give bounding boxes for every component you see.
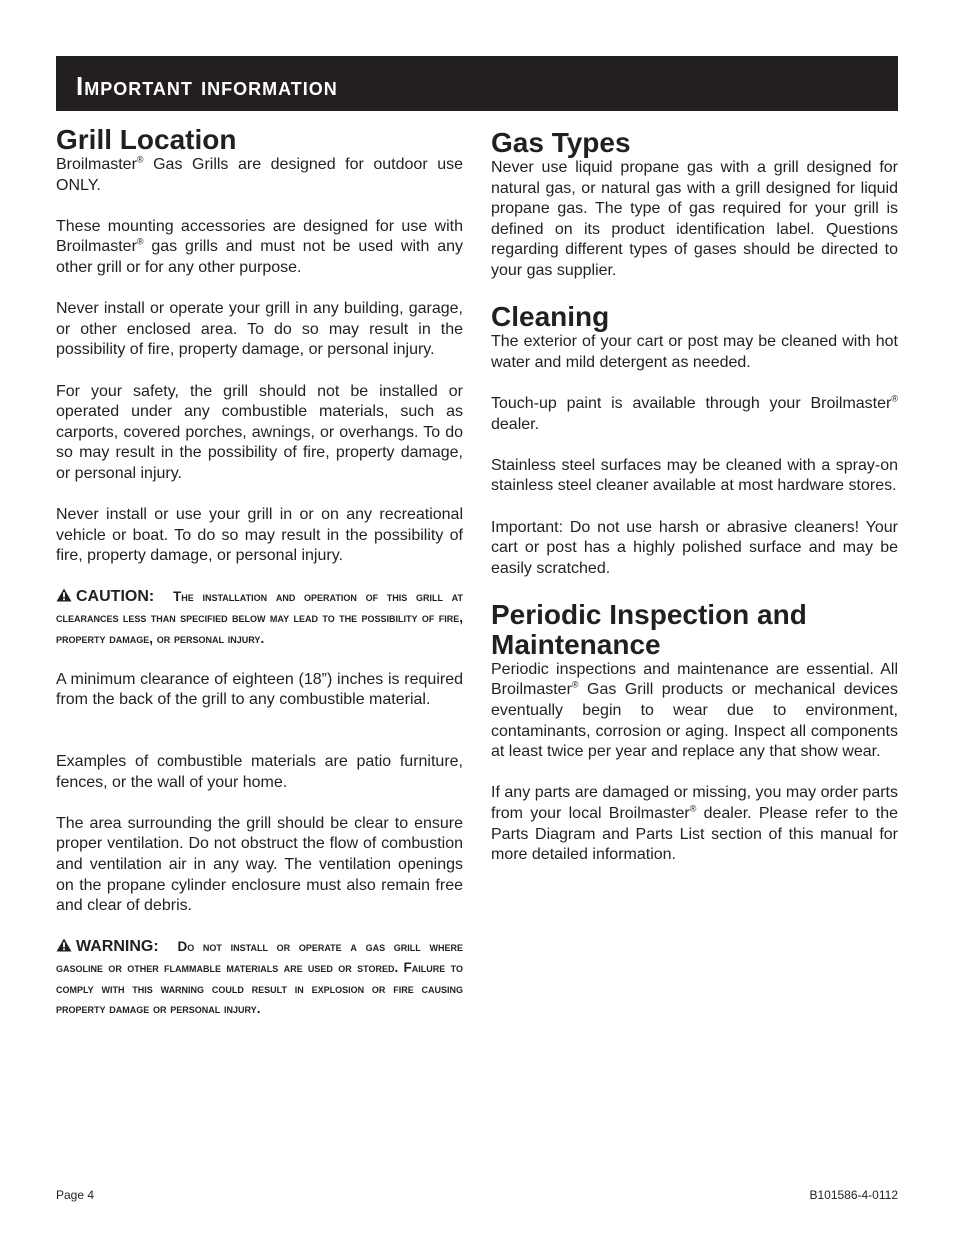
warning-triangle-icon (56, 588, 72, 602)
paragraph: If any parts are damaged or missing, you may order parts from your local Broilmaster® dealer. Please refer to the Parts Diagram and Parts List section of this manual for more detailed information. (491, 784, 899, 864)
paragraph: Broilmaster® Gas Grills are designed for outdoor use ONLY. (56, 154, 463, 194)
paragraph: Stainless steel surfaces may be cleaned with a spray-on stainless steel cleaner available at most hardware stores. (491, 456, 898, 495)
left-column (56, 125, 463, 1040)
paragraph: A minimum clearance of eighteen (18”) inches is required from the back of the grill to any combustible material. (56, 670, 463, 709)
grill-location-heading: Grill Location (56, 124, 237, 155)
caution-text: The installation and operation of this grill at clearances less than specified below may lead to the possibility of fire, property damage, or personal injury. (56, 589, 463, 646)
warning-label: WARNING: (76, 938, 159, 956)
periodic-inspection-heading: Periodic Inspection and Maintenance (491, 598, 807, 660)
paragraph: Touch-up paint is available through your Broilmaster® dealer. (491, 393, 898, 433)
caution-note (56, 587, 463, 649)
paragraph: Never install or use your grill in or on any recreational vehicle or boat. To do so may result in the possibility of fire, property damage, or personal injury. (56, 506, 463, 565)
page-number: Page 4 (56, 1188, 95, 1202)
gas-types-heading: Gas Types (491, 127, 631, 158)
page-title: Important information (76, 71, 338, 101)
paragraph: Important: Do not use harsh or abrasive cleaners! Your cart or post has a highly polished surface and may be easily scratched. (491, 518, 898, 577)
document-id: B101586-4-0112 (809, 1188, 898, 1202)
warning-text: Do not install or operate a gas grill where gasoline or other flammable materials are used or stored. Failure to comply with this warning could result in explosion or fire causing property damage or personal injury. (56, 939, 463, 1017)
paragraph: Never install or operate your grill in any building, garage, or other enclosed area. To do so may result in the possibility of fire, property damage, or personal injury. (56, 300, 463, 359)
warning-triangle-icon (56, 938, 72, 952)
paragraph: The area surrounding the grill should be clear to ensure proper ventilation. Do not obstruct the flow of combustion and ventilation air in any way. The ventilation openings on the propane cylinder enclosure must also remain free and clear of debris. (56, 814, 463, 915)
paragraph: Periodic inspections and maintenance are essential. All Broilmaster® Gas Grill products or mechanical devices eventually begin to wear due to environment, contaminants, corrosion or aging. Inspect all components at least twice per year and replace any that show wear. (491, 660, 898, 761)
paragraph: These mounting accessories are designed for use with Broilmaster® gas grills and must not be used with any other grill or for any other purpose. (56, 217, 463, 276)
paragraph: Examples of combustible materials are patio furniture, fences, or the wall of your home. (56, 753, 463, 791)
paragraph: For your safety, the grill should not be installed or operated under any combustible materials, such as carports, covered porches, awnings, or overhangs. To do so may result in the possibility of fire, property damage, or personal injury. (56, 382, 463, 482)
warning-note (56, 937, 463, 1019)
right-column (491, 125, 898, 886)
paragraph: The exterior of your cart or post may be cleaned with hot water and mild detergent as needed. (491, 333, 898, 371)
paragraph: Never use liquid propane gas with a grill designed for natural gas, or natural gas with a grill designed for liquid propane gas. The type of gas required for your grill is defined on its product identification label. Questions regarding different types of gases should be directed to your gas supplier. (491, 159, 898, 279)
cleaning-heading: Cleaning (491, 301, 610, 333)
section-banner (56, 56, 898, 111)
caution-label: CAUTION: (76, 588, 155, 606)
